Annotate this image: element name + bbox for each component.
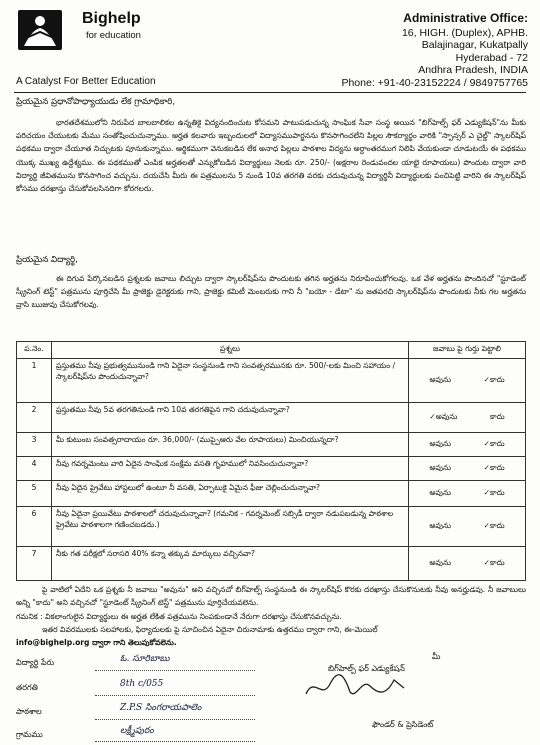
office-line: Hyderabad - 72 bbox=[455, 51, 528, 64]
yes-option[interactable] bbox=[429, 412, 457, 423]
header-divider bbox=[14, 92, 526, 93]
row-number: 4 bbox=[17, 457, 52, 481]
office-address bbox=[341, 12, 528, 89]
yes-option[interactable]: అవును bbox=[429, 439, 451, 448]
question-text: ప్రస్తుతము నీవు ప్రభుత్వమునుండి గాని ఏదైనా సంస్థనుండి గాని సంవత్సరమునకు రూ. 500/-లకు మించి సహాయం / స్కాలర్‌షిప్‌ను పొందుచున్నావా? bbox=[52, 359, 409, 403]
col-header-number: ప.నెం. bbox=[17, 342, 52, 359]
row-number: 7 bbox=[17, 547, 52, 581]
student-name-value[interactable]: ఓ. సూరిబాబు bbox=[120, 654, 170, 664]
yes-option[interactable]: అవును bbox=[429, 558, 451, 567]
yes-option[interactable]: అవును bbox=[429, 463, 451, 472]
note-ineligible: పై వాటిలో ఏదేని ఒక ప్రశ్నకు నీ జవాబు "అవును" అని వచ్చినచో బిగ్‌హెల్ప్ సంస్థనుండి ఈ స్కాలర్‌షిప్ కొరకు దరఖాస్తు చేసుకొనుటకు నీవు అనర్హుడవు. నీ జవాబులు అన్ని "కాదు" అని వచ్చినచో "స్టూడెంట్ స్క్రీనింగ్ టెస్ట్" పత్రమును పూర్తిచేయవలెను. bbox=[16, 585, 526, 608]
yes-label: అవును bbox=[435, 412, 458, 421]
no-option[interactable] bbox=[484, 375, 505, 386]
row-number: 5 bbox=[17, 481, 52, 507]
note-contact: ఇతర వివరములకు సలహాలకు, ఫిర్యాదులకు పై సూచించిన ఏదైనా చిరునామాకు ఉత్తరము ద్వారా గాని, ఈ-మెయిల్ bbox=[42, 625, 378, 634]
table-row bbox=[17, 433, 526, 457]
checkmark-icon: ✓ bbox=[483, 375, 491, 384]
question-text: నీకు గత పరీక్షలో సరాసరి 40% కన్నా తక్కువ మార్కులు వచ్చినవా? bbox=[52, 547, 409, 581]
no-label: కాదు bbox=[490, 521, 505, 530]
question-text: నీవు గవర్నమెంటు వారి ఏదైన సాంఘిక సంక్షేమ వసతి గృహములో నివసించుచున్నావా? bbox=[52, 457, 409, 481]
founder-title: ఫౌండర్ & ప్రెసిడెంట్ bbox=[372, 720, 434, 729]
instructions-paragraph: ఈ దిగువ పేర్కొనబడిన ప్రశ్నలకు జవాబు లిచ్చుట ద్వారా స్కాలర్‌షిప్‌ను పొందుటకు తగిన అర్హతను నిరూపించుకోగలవు. ఒక వేళ అర్హతను పొందినచో "స్టూడెంట్ స్క్రీనింగ్ టెస్ట్" పత్రమును పూర్తిచేసి మీ ప్రాజెక్టు డైరెక్టరుకు గాని, ప్రాజెక్టు కమిటీ మెంబరుకు గాని నీ "బయో - డేటా" ను జతపరచి స్కాలర్‌షిప్‌ను పొందుటకు నీకు గల అర్హతను వ్రాసి ఋజువు చేసుకోగలవు. bbox=[16, 274, 526, 310]
checkmark-icon: ✓ bbox=[483, 521, 491, 530]
class-label: తరగతి bbox=[16, 683, 38, 692]
office-line: Phone: +91-40-23152224 / 9849757765 bbox=[341, 76, 528, 89]
no-option[interactable] bbox=[484, 439, 505, 450]
village-label: గ్రామము bbox=[16, 730, 43, 739]
no-label: కాదు bbox=[490, 488, 505, 497]
office-line: 16, HIGH. (Duplex), APHB. bbox=[401, 26, 528, 39]
no-label: కాదు bbox=[490, 439, 505, 448]
class-line bbox=[95, 695, 255, 696]
office-title: Administrative Office: bbox=[403, 11, 528, 25]
table-row bbox=[17, 359, 526, 403]
village-line bbox=[95, 741, 255, 742]
table-row bbox=[17, 403, 526, 433]
class-value[interactable]: 8th c/055 bbox=[120, 679, 164, 689]
note-disabled: గమనిక : వికలాంగులైన విద్యార్థులు ఈ అర్హత లేకిత పత్రమును నింపకుండానే నేరుగా దరఖాస్తు చేసుకొనవచ్చును. bbox=[16, 612, 342, 621]
table-row bbox=[17, 507, 526, 547]
name-line bbox=[95, 670, 255, 671]
school-label: పాఠశాల bbox=[16, 707, 42, 716]
school-value[interactable]: Z.P.S సింగరాయపాలెం bbox=[120, 703, 202, 713]
row-number: 6 bbox=[17, 507, 52, 547]
brand-subtitle: for education bbox=[86, 30, 141, 41]
sign-yours: మీ bbox=[432, 652, 441, 661]
note-email: info@bighelp.org ద్వారా గాని తెలుపుకోవలెను. bbox=[16, 638, 177, 647]
checkmark-icon: ✓ bbox=[483, 558, 491, 567]
question-text: మీ కుటుంబ సంవత్సరాదాయం రూ. 36,000/- (ముప్పైఆరు వేల రూపాయలు) మించియున్నదా? bbox=[52, 433, 409, 457]
no-label: కాదు bbox=[490, 375, 505, 384]
salutation: ప్రియమైన ప్రధానోపాధ్యాయుడు లేక గ్రామాధికారి, bbox=[16, 97, 176, 107]
row-number: 3 bbox=[17, 433, 52, 457]
col-header-questions: ప్రశ్నలు bbox=[52, 342, 409, 359]
no-option[interactable] bbox=[484, 488, 505, 499]
brand-name: Bighelp bbox=[82, 10, 141, 27]
no-option[interactable] bbox=[484, 463, 505, 474]
question-text: ప్రస్తుతము నీవు 5వ తరగతినుండి గాని 10వ తరగతిపైన గాని చదువుచున్నావా? bbox=[52, 403, 409, 433]
yes-option[interactable]: అవును bbox=[429, 521, 451, 530]
checkmark-icon: ✓ bbox=[483, 488, 491, 497]
tagline: A Catalyst For Better Education bbox=[16, 76, 156, 87]
table-row bbox=[17, 547, 526, 581]
signature-icon bbox=[300, 670, 410, 704]
checkmark-icon: ✓ bbox=[483, 439, 491, 448]
village-value[interactable]: లక్ష్మీపురం bbox=[120, 726, 154, 736]
school-line bbox=[95, 719, 255, 720]
eligibility-table bbox=[16, 341, 526, 581]
row-number: 1 bbox=[17, 359, 52, 403]
no-option[interactable] bbox=[484, 521, 505, 532]
yes-option[interactable]: అవును bbox=[429, 375, 451, 384]
no-option[interactable] bbox=[484, 558, 505, 569]
table-row bbox=[17, 457, 526, 481]
yes-option[interactable]: అవును bbox=[429, 488, 451, 497]
table-header-row bbox=[17, 342, 526, 359]
question-text: నీవు ఏదైనా ప్రయివేటు పాఠశాలలో చదువుచున్నావా? (గమనిక - గవర్నమెంట్ సబ్సిడీ ద్వారా నడుపబడున్న పాఠశాల ప్రైవేటు పాఠశాలగా గణించబడదు.) bbox=[52, 507, 409, 547]
intro-paragraph: భారతదేశములోని నిరుపేద బాలబాలికల ఉన్నతికై విద్యనందించుట కోసమని పాటుపడుచున్న సాంఘిక సేవా సంస్థ అయిన "బిగ్‌హెల్ప్ ఫర్ ఎడ్యుకేషన్"ను మీకు పరిచయం చేయుటకు మేము సంతోషించుచున్నాము. అర్హత కలవారు ఇబ్బందులలో విద్యాసముపార్జనను కొనసాగించలేని పిల్లల సౌకర్యార్థం వారికి "స్పాన్సర్ ఎ చైల్డ్" స్కాలర్‌షిప్ పథకము ద్వారా చేయూత నిచ్చుటకు పూనుకున్నాము. ఆర్థికముగా వెనుకబడిన లేక అనాధ పిల్లలు పాఠశాల విద్యను అర్ధాంతరముగ నిలిపి వేయకుండా చూడుటయే ఈ పథకము యొక్క ముఖ్య ఉద్దేశ్యము. ఈ పథకముతో ఎంపిక అర్హతలతో ఎన్నుకోబడిన విద్యార్థులు నెలకు రూ. 250/- (అక్షరాల రెండువందల యాభై రూపాయలు) పొందుట ద్వారా వారి విద్యార్థి జీవితమును కొనసాగించ వచ్చును. దయచేసి మీరు ఈ పత్రములను 5 నుండి 10వ తరగతి వరకు చదువుచున్న విద్యార్థినీ విద్యార్థులకు పంచిపెట్టి వారిని ఈ స్కాలర్‌షిప్ కోసము దరఖాస్తు చేసుకోవలసినదిగా కోరగలరు. bbox=[16, 118, 526, 194]
student-name-label: విద్యార్థి పేరు bbox=[16, 658, 55, 667]
checkmark-icon: ✓ bbox=[429, 412, 436, 421]
table-row bbox=[17, 481, 526, 507]
office-line: Andhra Pradesh, INDIA bbox=[418, 64, 528, 76]
row-number: 2 bbox=[17, 403, 52, 433]
office-line: Balajinagar, Kukatpally bbox=[421, 39, 528, 51]
student-greeting: ప్రియమైన విద్యార్థి, bbox=[16, 255, 78, 265]
question-text: నీవు ఏదైన ప్రైవేటు హాస్టలులో ఉంటూ నీ వసతి, ఏర్పాటుకై ఏమైన ఫీజు చెల్లించుచున్నావా? bbox=[52, 481, 409, 507]
no-option[interactable]: కాదు bbox=[490, 412, 505, 421]
no-label: కాదు bbox=[490, 463, 505, 472]
checkmark-icon: ✓ bbox=[483, 463, 491, 472]
col-header-answer: జవాబు పై గుర్తు పెట్టాలి bbox=[409, 342, 526, 359]
bighelp-logo-icon bbox=[16, 8, 64, 52]
no-label: కాదు bbox=[490, 558, 505, 567]
org-name: బిగ్‌హెల్ప్ ఫర్ ఎడ్యుకేషన్ bbox=[328, 664, 405, 673]
